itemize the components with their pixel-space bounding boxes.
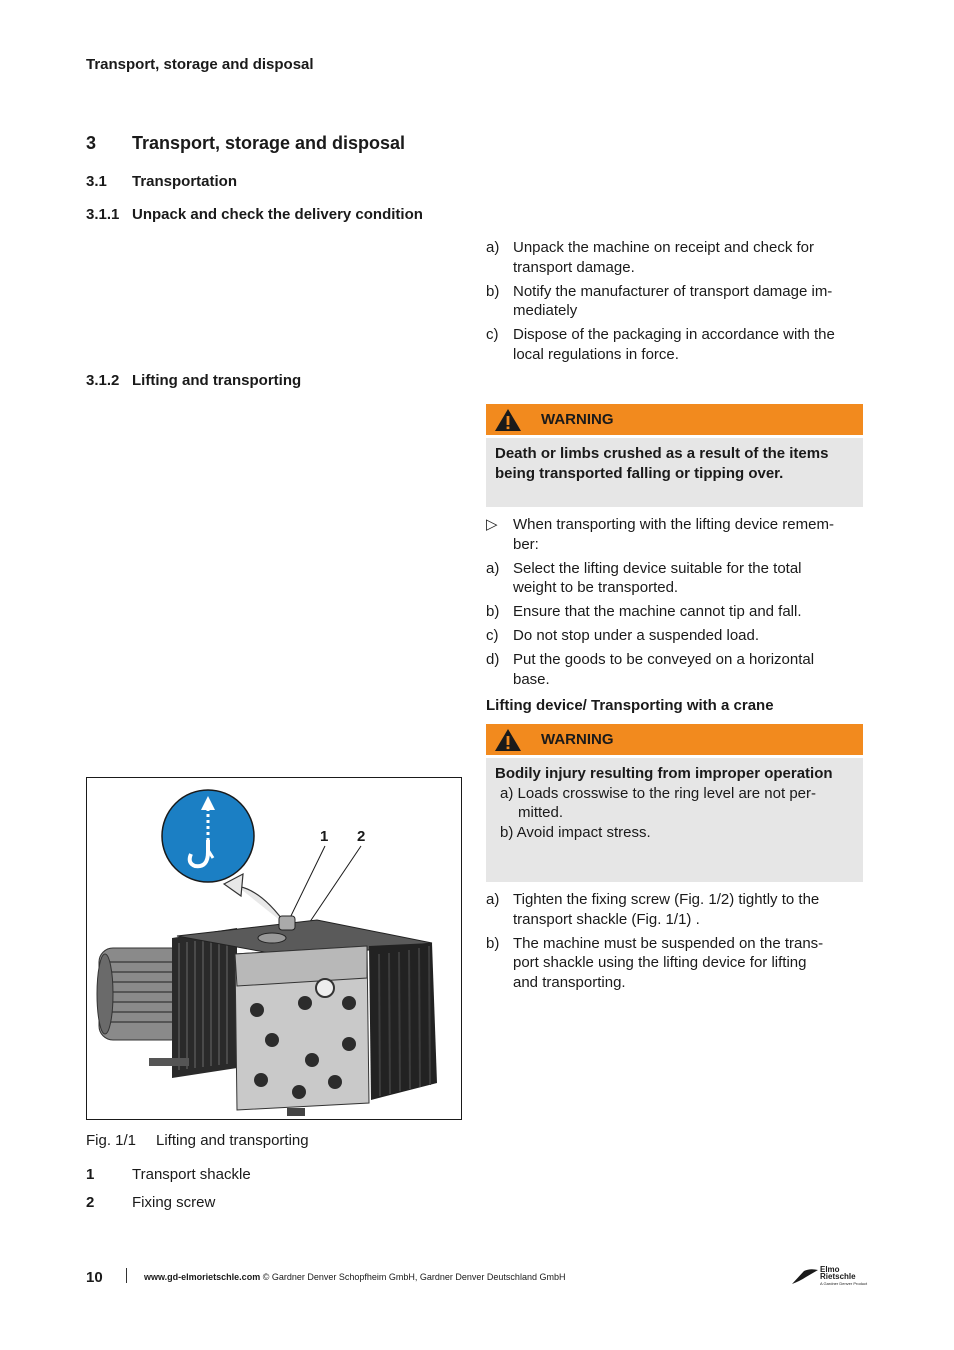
figure-caption-text: Lifting and transporting bbox=[156, 1132, 309, 1149]
warning-message: being transported falling or tipping over. bbox=[495, 464, 784, 482]
legend-key: 2 bbox=[86, 1194, 95, 1211]
unpack-steps-list bbox=[486, 238, 864, 369]
warning-label: WARNING bbox=[541, 411, 614, 428]
crane-hook-sign-icon bbox=[162, 790, 254, 882]
chapter-number: 3 bbox=[86, 133, 97, 153]
list-item-text: Tighten the fixing screw (Fig. 1/2) tightly to the bbox=[513, 891, 820, 908]
warning-triangle-icon bbox=[494, 728, 522, 752]
chapter-title: Transport, storage and disposal bbox=[132, 133, 406, 153]
list-item bbox=[486, 650, 864, 689]
section-heading-3-1-2 bbox=[86, 372, 301, 389]
figure-callout-2: 2 bbox=[357, 828, 366, 845]
list-item-text: local regulations in force. bbox=[513, 345, 679, 363]
crane-subheading: Lifting device/ Transporting with a crane bbox=[486, 697, 774, 714]
list-item bbox=[486, 890, 864, 929]
figure-legend-item bbox=[86, 1166, 251, 1183]
section-number: 3.1 bbox=[86, 173, 107, 190]
figure-caption bbox=[86, 1132, 309, 1149]
warning-message-box bbox=[486, 758, 863, 882]
warning-label: WARNING bbox=[541, 731, 614, 748]
logo-swoosh-icon bbox=[790, 1268, 820, 1286]
list-item bbox=[486, 934, 864, 993]
warning-message: b) Avoid impact stress. bbox=[500, 823, 651, 841]
warning-triangle-icon bbox=[494, 408, 522, 432]
list-item-text: and transporting. bbox=[513, 973, 626, 991]
list-item-text: Dispose of the packaging in accordance with the bbox=[513, 326, 835, 343]
list-item bbox=[486, 282, 864, 321]
list-item-text: Select the lifting device suitable for the total bbox=[513, 559, 802, 577]
list-item-text: Unpack the machine on receipt and check for bbox=[513, 239, 815, 256]
figure-lifting-transporting bbox=[86, 777, 462, 1120]
list-item-text: transport damage. bbox=[513, 258, 635, 276]
list-marker: c) bbox=[486, 326, 499, 343]
section-heading-3-1-1 bbox=[86, 206, 423, 223]
warning-bar bbox=[486, 404, 863, 435]
logo-tagline: A Gardner Denver Product bbox=[820, 1281, 868, 1286]
lifting-steps-list bbox=[486, 515, 864, 694]
list-marker: b) bbox=[486, 282, 500, 300]
warning-message: mitted. bbox=[518, 804, 564, 821]
legend-key: 1 bbox=[86, 1166, 95, 1183]
vacuum-pump-illustration bbox=[87, 778, 462, 1120]
list-marker: b) bbox=[486, 934, 500, 952]
list-item-text: weight to be transported. bbox=[513, 579, 679, 596]
warning-bar bbox=[486, 724, 863, 755]
figure-callout-1: 1 bbox=[320, 828, 329, 845]
footer-website[interactable]: www.gd-elmorietschle.com bbox=[144, 1272, 261, 1282]
list-item-text: transport shackle (Fig. 1/1) . bbox=[513, 910, 700, 928]
list-marker: a) bbox=[486, 239, 500, 256]
section-heading-3-1 bbox=[86, 173, 237, 190]
list-marker: d) bbox=[486, 651, 500, 668]
section-title: Unpack and check the delivery condition bbox=[132, 206, 423, 223]
legend-label: Transport shackle bbox=[132, 1166, 251, 1183]
figure-legend-item bbox=[86, 1194, 215, 1211]
list-item-text: When transporting with the lifting device remem- bbox=[513, 516, 834, 533]
page-number: 10 bbox=[86, 1269, 103, 1286]
logo-line2: Rietschle bbox=[820, 1272, 856, 1281]
list-marker: b) bbox=[486, 603, 500, 620]
list-item-text: port shackle using the lifting device for lifting bbox=[513, 954, 807, 971]
list-item-text: ber: bbox=[513, 535, 539, 553]
list-item-text: base. bbox=[513, 670, 550, 688]
list-item bbox=[486, 559, 864, 598]
list-marker: a) bbox=[486, 559, 500, 577]
section-number: 3.1.1 bbox=[86, 206, 120, 223]
warning-message-box bbox=[486, 438, 863, 507]
list-item bbox=[486, 602, 864, 622]
footer-divider bbox=[126, 1268, 127, 1283]
figure-caption-number: Fig. 1/1 bbox=[86, 1132, 137, 1149]
logo-line1: Elmo bbox=[820, 1265, 840, 1274]
list-item bbox=[486, 515, 864, 554]
list-item-text: Do not stop under a suspended load. bbox=[513, 627, 760, 644]
running-header: Transport, storage and disposal bbox=[86, 56, 314, 73]
list-item bbox=[486, 238, 864, 277]
warning-title: Bodily injury resulting from improper operation bbox=[495, 765, 833, 782]
footer-copyright: © Gardner Denver Schopfheim GmbH, Gardner Denver Deutschland GmbH bbox=[260, 1272, 566, 1282]
list-marker: ▷ bbox=[486, 516, 498, 533]
section-number: 3.1.2 bbox=[86, 372, 120, 389]
chapter-heading bbox=[86, 133, 405, 154]
section-title: Lifting and transporting bbox=[132, 372, 302, 389]
list-item-text: mediately bbox=[513, 302, 578, 319]
list-item-text: Put the goods to be conveyed on a horizontal bbox=[513, 651, 815, 668]
section-title: Transportation bbox=[132, 173, 238, 190]
warning-message: a) Loads crosswise to the ring level are not per- bbox=[500, 784, 816, 802]
list-item-text: Notify the manufacturer of transport damage im- bbox=[513, 282, 833, 300]
list-marker: a) bbox=[486, 891, 500, 908]
list-marker: c) bbox=[486, 627, 499, 644]
list-item bbox=[486, 325, 864, 364]
list-item-text: The machine must be suspended on the trans- bbox=[513, 934, 824, 952]
crane-steps-list bbox=[486, 890, 864, 997]
warning-message: Death or limbs crushed as a result of the items bbox=[495, 445, 829, 462]
footer-text bbox=[144, 1272, 565, 1282]
list-item-text: Ensure that the machine cannot tip and fall. bbox=[513, 603, 802, 620]
list-item bbox=[486, 626, 864, 646]
legend-label: Fixing screw bbox=[132, 1194, 216, 1211]
